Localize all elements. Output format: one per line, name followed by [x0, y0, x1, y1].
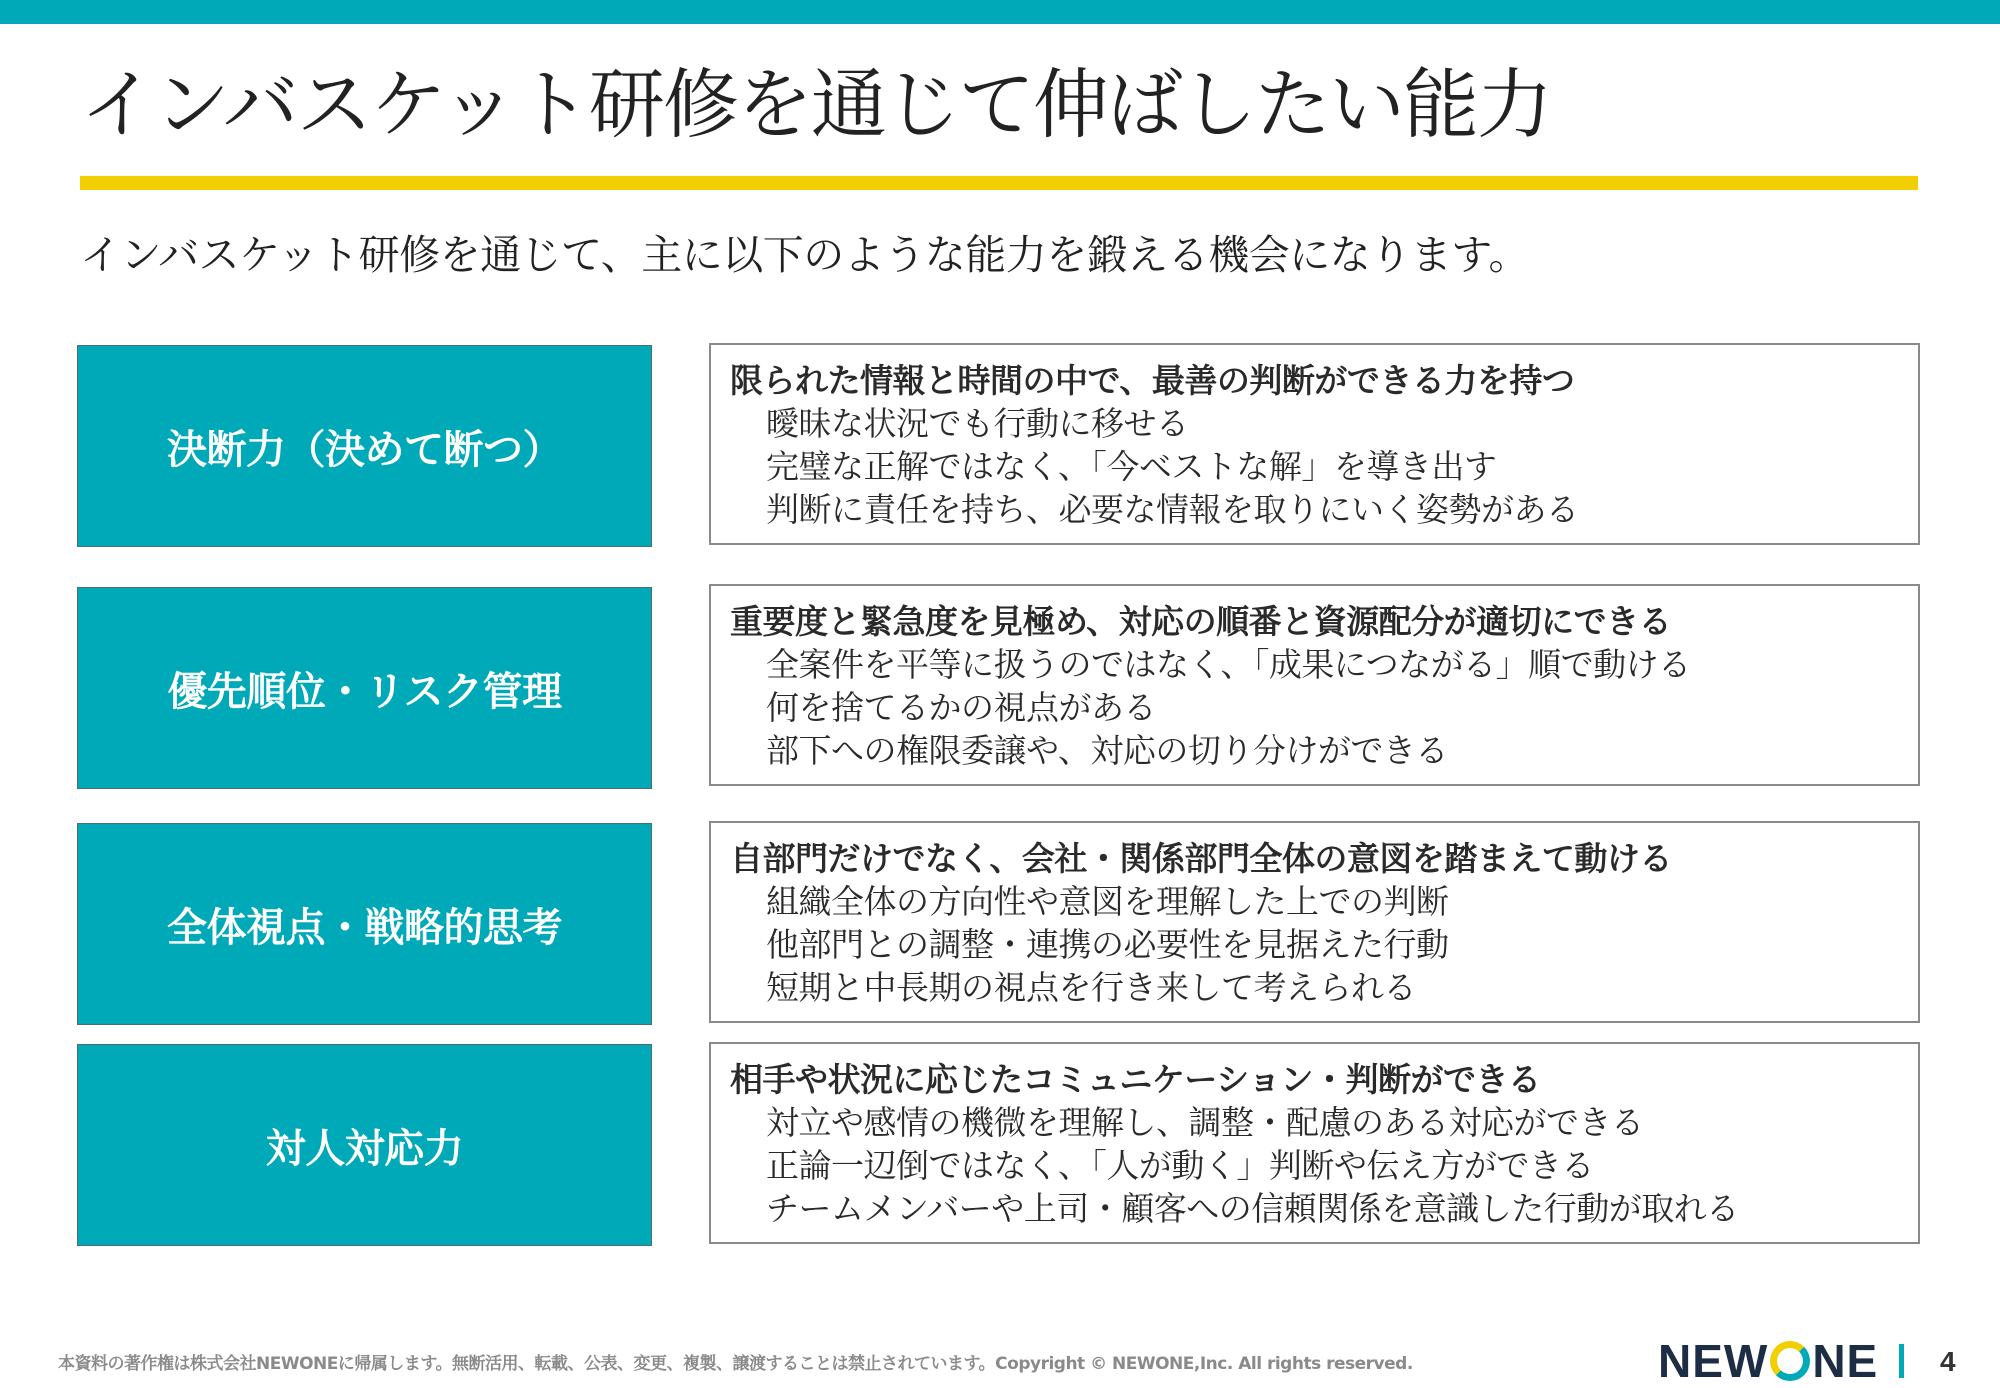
ability-box-strategic-thinking: [77, 823, 652, 1025]
detail-box-priority-risk: [709, 584, 1920, 786]
copyright-notice: 本資料の著作権は株式会社NEWONEに帰属します。無断活用、転載、公表、変更、複製、譲渡することは禁止されています。Copyright © NEWONE,Inc. All rights reserved.: [58, 1354, 1413, 1374]
detail-point: 判断に責任を持ち、必要な情報を取りにいく姿勢がある: [766, 490, 1579, 529]
detail-heading: 重要度と緊急度を見極め、対応の順番と資源配分が適切にできる: [730, 602, 1672, 641]
detail-box-interpersonal: [709, 1042, 1920, 1244]
logo-o-mark-icon: [1770, 1341, 1810, 1381]
newone-logo: [1658, 1336, 1878, 1386]
ability-box-priority-risk: [77, 587, 652, 789]
ability-box-interpersonal: [77, 1044, 652, 1246]
detail-point: 短期と中長期の視点を行き来して考えられる: [766, 968, 1416, 1007]
logo-divider: [1899, 1344, 1904, 1378]
title-underline: [80, 176, 1918, 190]
detail-heading: 自部門だけでなく、会社・関係部門全体の意図を踏まえて動ける: [730, 839, 1672, 878]
detail-point: 組織全体の方向性や意図を理解した上での判断: [766, 882, 1449, 921]
detail-point: 対立や感情の機微を理解し、調整・配慮のある対応ができる: [766, 1103, 1644, 1142]
intro-text: インバスケット研修を通じて、主に以下のような能力を鍛える機会になります。: [80, 231, 1529, 279]
page-number: 4: [1940, 1346, 1956, 1377]
ability-label: 対人対応力: [265, 1125, 464, 1172]
detail-point: 曖昧な状況でも行動に移せる: [766, 404, 1189, 443]
ability-label: 全体視点・戦略的思考: [167, 904, 562, 951]
detail-point: 他部門との調整・連携の必要性を見据えた行動: [766, 925, 1449, 964]
ability-box-decisiveness: [77, 345, 652, 547]
logo-text-right: NE: [1812, 1335, 1879, 1387]
detail-point: チームメンバーや上司・顧客への信頼関係を意識した行動が取れる: [766, 1189, 1739, 1228]
detail-point: 正論一辺倒ではなく、「人が動く」判断や伝え方ができる: [766, 1146, 1594, 1185]
logo-text-left: NEW: [1658, 1335, 1769, 1387]
page-title: インバスケット研修を通じて伸ばしたい能力: [80, 60, 1551, 149]
detail-heading: 相手や状況に応じたコミュニケーション・判断ができる: [730, 1060, 1541, 1099]
ability-label: 優先順位・リスク管理: [167, 668, 562, 715]
top-accent-bar: [0, 0, 2000, 24]
detail-box-decisiveness: [709, 343, 1920, 545]
detail-point: 部下への権限委譲や、対応の切り分けができる: [766, 731, 1448, 770]
detail-heading: 限られた情報と時間の中で、最善の判断ができる力を持つ: [730, 361, 1575, 400]
detail-point: 完璧な正解ではなく、「今ベストな解」を導き出す: [766, 447, 1497, 486]
ability-label: 決断力（決めて断つ）: [167, 426, 562, 473]
detail-point: 何を捨てるかの視点がある: [766, 688, 1156, 727]
detail-box-strategic-thinking: [709, 821, 1920, 1023]
detail-point: 全案件を平等に扱うのではなく、「成果につながる」順で動ける: [766, 645, 1691, 684]
